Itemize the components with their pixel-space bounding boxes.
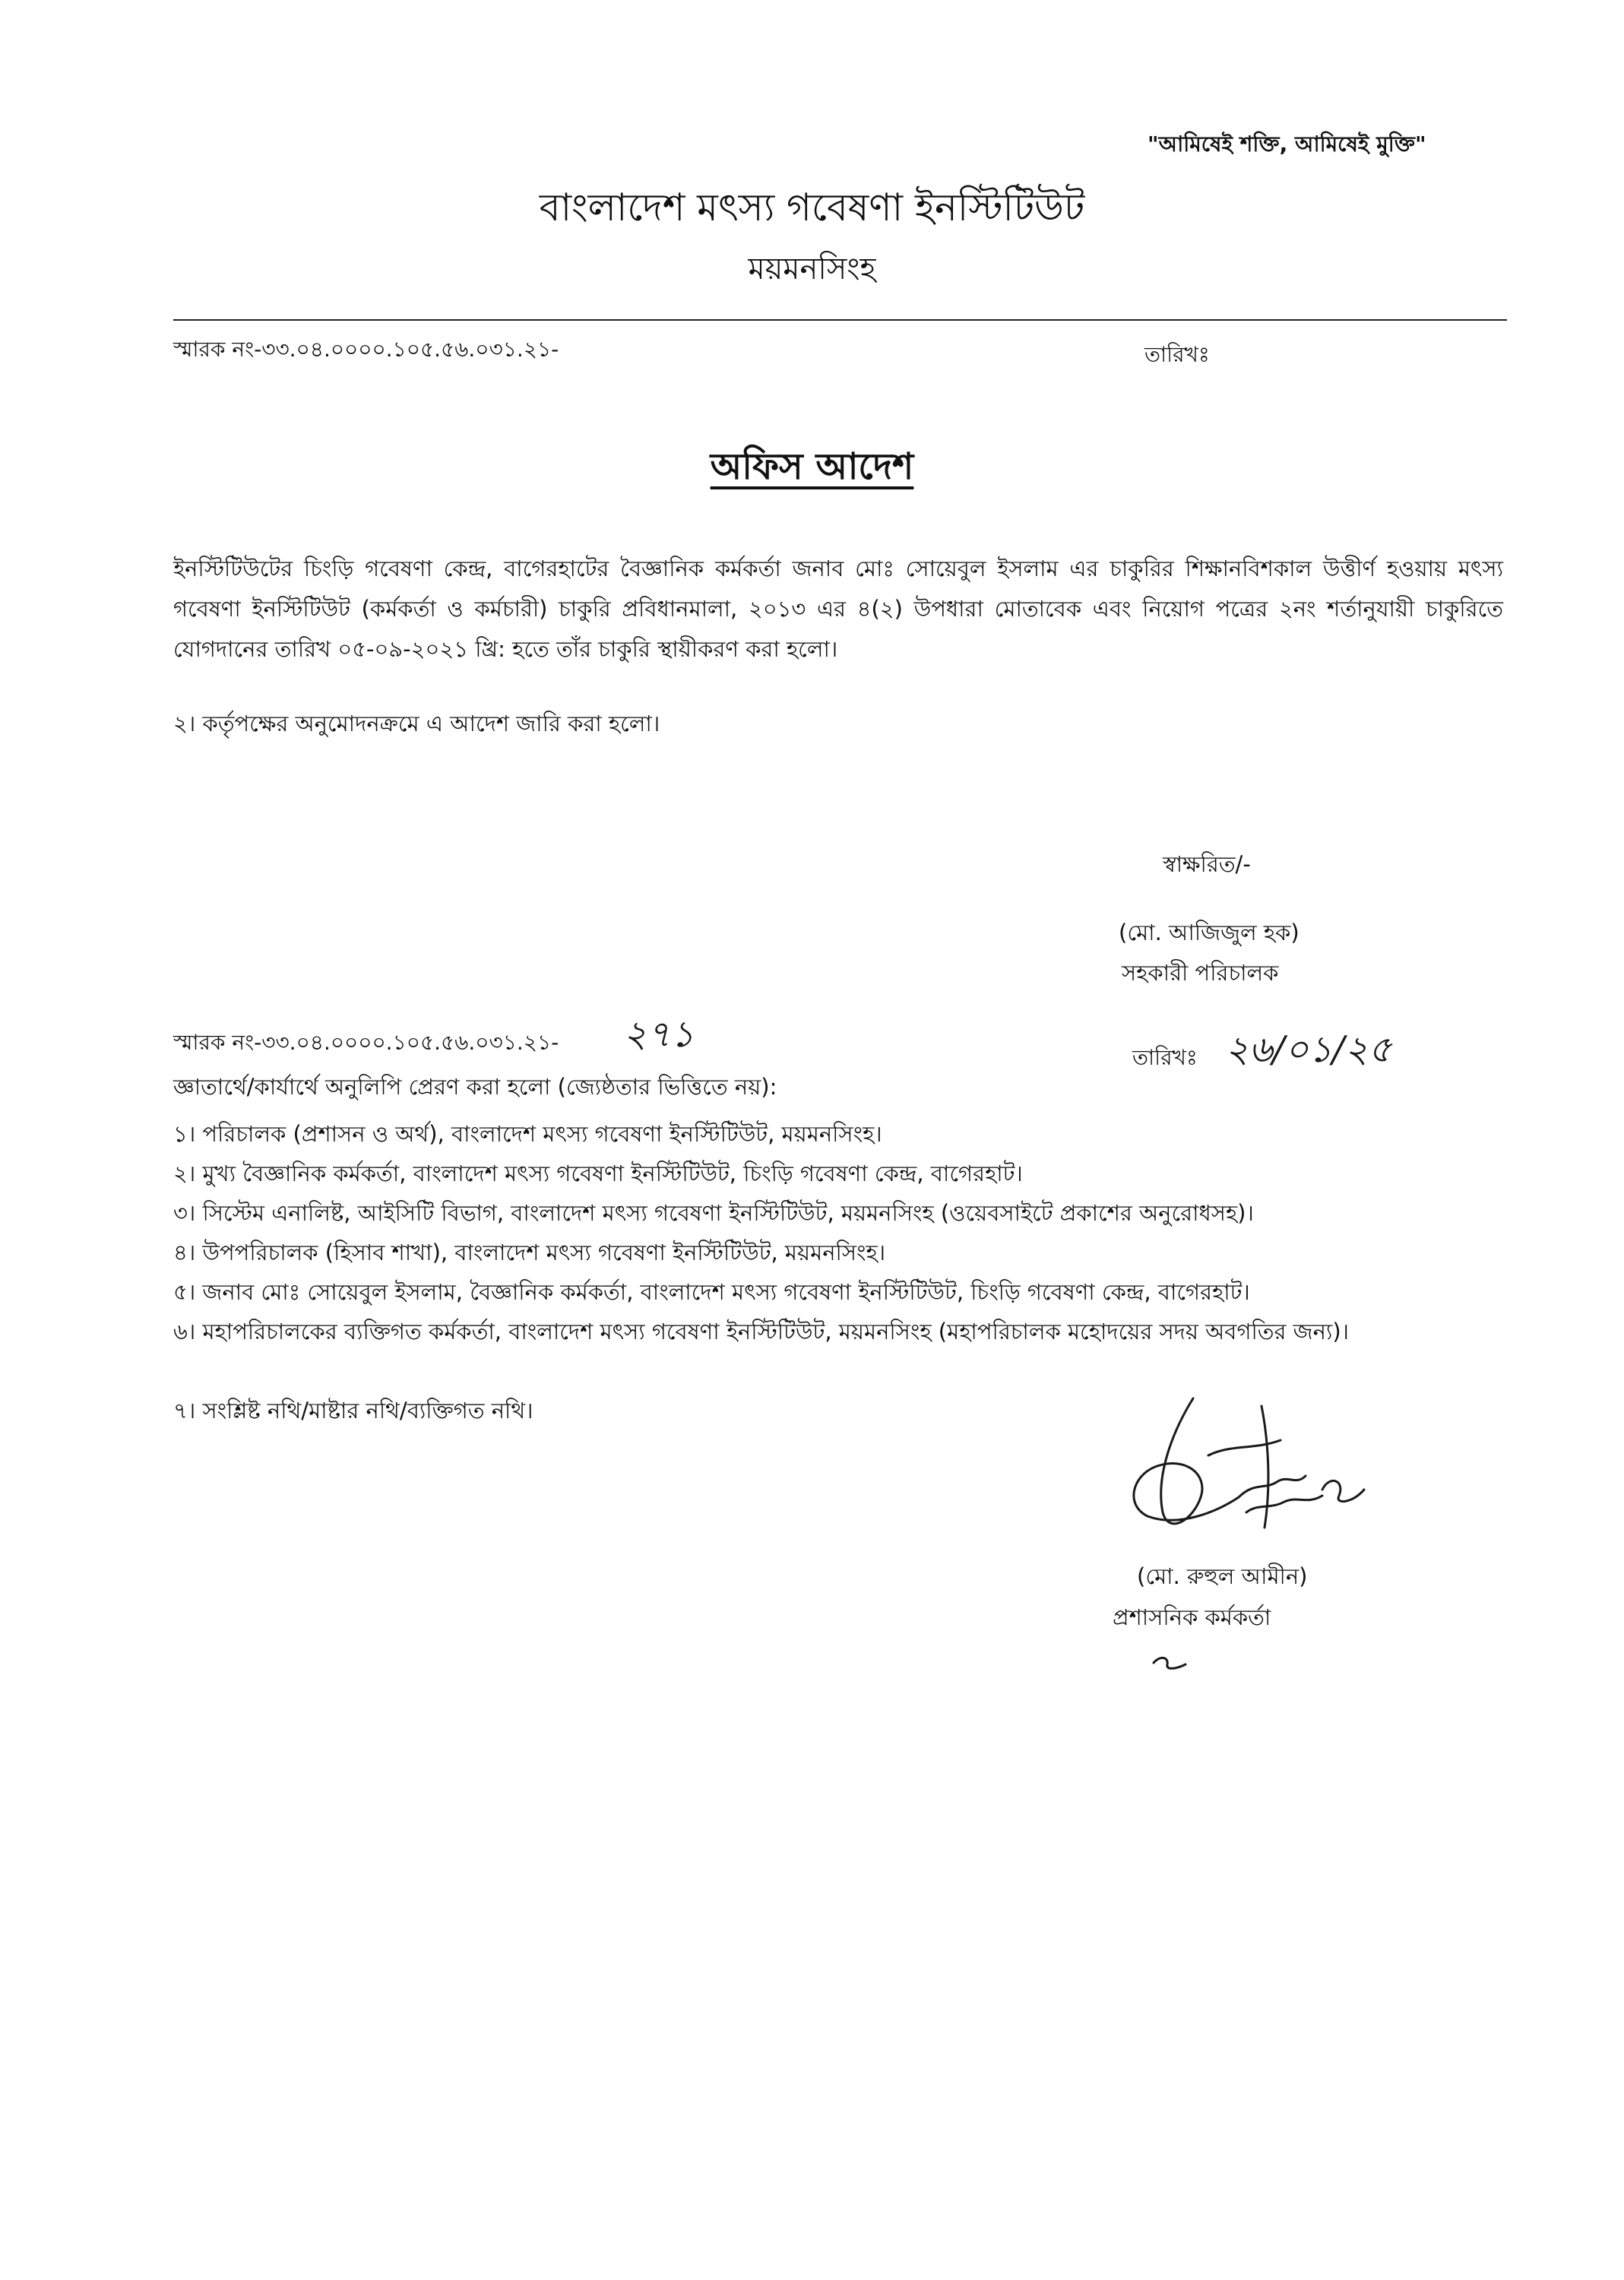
organization-name: বাংলাদেশ মৎস্য গবেষণা ইনস্টিটিউট [539,185,1085,230]
order-paragraph: ইনস্টিটিউটের চিংড়ি গবেষণা কেন্দ্র, বাগেরহাটের বৈজ্ঞানিক কর্মকর্তা জনাব মোঃ সোয়েবুল ইসলাম এর চাকুরির শিক্ষানবিশকাল উত্তীর্ণ হওয়ায় মৎস্য গবেষণা ইনস্টিটিউট (কর্মকর্তা ও কর্মচারী) চাকুরি প্রবিধানমালা, ২০১৩ এর ৪(২) উপধারা মোতাবেক এবং নিয়োগ পত্রের ২নং শর্তানুযায়ী চাকুরিতে যোগদানের তারিখ ০৫-০৯-২০২১ খ্রি: হতে তাঁর চাকুরি স্থায়ীকরণ করা হলো। [173,556,1503,662]
memo-number-2: স্মারক নং-৩৩.০৪.০০০০.১০৫.৫৬.০৩১.২১- [173,1030,559,1055]
signatory-name: (মো. আজিজুল হক) [1119,920,1300,945]
list-item: ৪। উপপরিচালক (হিসাব শাখা), বাংলাদেশ মৎস্য গবেষণা ইনস্টিটিউট, ময়মনসিংহ। [173,1240,886,1265]
signatory-designation-2: প্রশাসনিক কর্মকর্তা [1113,1604,1271,1630]
list-item: ৬। মহাপরিচালকের ব্যক্তিগত কর্মকর্তা, বাংলাদেশ মৎস্য গবেষণা ইনস্টিটিউট, ময়মনসিংহ (মহাপরিচালক মহোদয়ের সদয় অবগতির জন্য)। [173,1319,1350,1344]
signed-mark: স্বাক্ষরিত/- [1163,851,1251,877]
list-item: ৭। সংশ্লিষ্ট নথি/মাষ্টার নথি/ব্যক্তিগত নথি। [173,1398,533,1423]
organization-city: ময়মনসিংহ [748,252,876,287]
memo-number-handwritten: ২৭১ [623,1013,695,1056]
memo-number: স্মারক নং-৩৩.০৪.০০০০.১০৫.৫৬.০৩১.২১- [173,337,559,362]
date-handwritten: ২৬/০১/২৫ [1225,1028,1392,1071]
list-item: ৫। জনাব মোঃ সোয়েবুল ইসলাম, বৈজ্ঞানিক কর্মকর্তা, বাংলাদেশ মৎস্য গবেষণা ইনস্টিটিউট, চিংড়ি গবেষণা কেন্দ্র, বাগেরহাট। [173,1279,1250,1305]
handwritten-signature [1102,1383,1391,1558]
list-item: ২। মুখ্য বৈজ্ঞানিক কর্মকর্তা, বাংলাদেশ মৎস্য গবেষণা ইনস্টিটিউট, চিংড়ি গবেষণা কেন্দ্র, বাগেরহাট। [173,1161,1023,1186]
signatory-name-2: (মো. রুহুল আমীন) [1137,1563,1308,1589]
signatory-designation: সহকারী পরিচালক [1122,960,1279,986]
list-item: ৩। সিস্টেম এনালিষ্ট, আইসিটি বিভাগ, বাংলাদেশ মৎস্য গবেষণা ইনস্টিটিউট, ময়মনসিংহ (ওয়েবসাইটে প্রকাশের অনুরোধসহ)। [173,1200,1254,1226]
document-title: অফিস আদেশ [710,445,914,488]
date-label: তারিখঃ [1144,342,1210,367]
copy-intro: জ্ঞাতার্থে/কার্যার্থে অনুলিপি প্রেরণ করা হলো (জ্যেষ্ঠতার ভিত্তিতে নয়): [173,1074,777,1100]
header-divider [173,319,1507,321]
handwritten-mark [1146,1648,1192,1678]
motto: "আমিষেই শক্তি, আমিষেই মুক্তি" [1148,131,1426,157]
order-paragraph-2: ২। কর্তৃপক্ষের অনুমোদনক্রমে এ আদেশ জারি করা হলো। [173,711,660,736]
list-item: ১। পরিচালক (প্রশাসন ও অর্থ), বাংলাদেশ মৎস্য গবেষণা ইনস্টিটিউট, ময়মনসিংহ। [173,1121,882,1147]
date-label-2: তারিখঃ [1132,1045,1198,1070]
